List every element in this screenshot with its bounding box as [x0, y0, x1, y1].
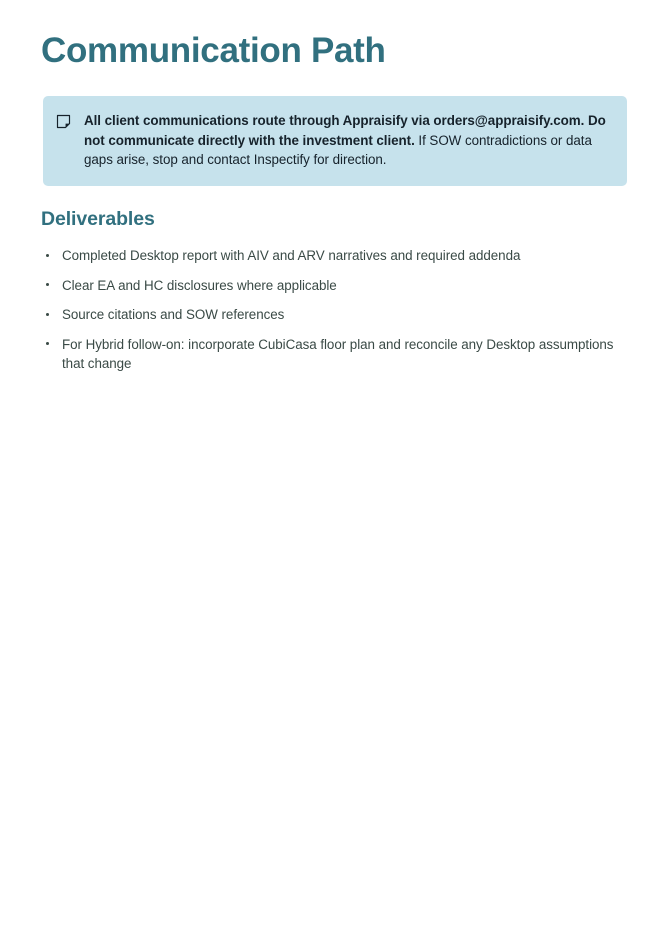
list-item-label: Source citations and SOW references	[62, 307, 285, 322]
callout-regular-text: If SOW contradictions or data gaps arise, stop and contact Inspectify for direction.	[84, 132, 592, 167]
list-item	[41, 276, 621, 296]
bullet-icon	[46, 313, 49, 316]
list-item-label: Completed Desktop report with AIV and ARV narratives and required addenda	[62, 248, 521, 263]
list-item-label: Clear EA and HC disclosures where applicable	[62, 277, 337, 293]
bullet-icon	[46, 342, 49, 345]
list-item	[41, 246, 621, 266]
deliverables-list	[41, 246, 621, 374]
note-icon	[56, 111, 84, 129]
communication-callout	[43, 96, 627, 186]
callout-text	[84, 111, 609, 170]
deliverables-heading: Deliverables	[41, 208, 155, 230]
list-item-label: For Hybrid follow-on: incorporate CubiCasa floor plan and reconcile any Desktop assumptions that change	[62, 336, 614, 371]
list-item	[41, 335, 621, 374]
bullet-icon	[46, 254, 49, 257]
page-title: Communication Path	[41, 31, 386, 70]
list-item	[41, 305, 621, 325]
bullet-icon	[46, 283, 49, 286]
callout-bold-text: All client communications route through Appraisify via orders@appraisify.com. Do not communicate directly with the investment client.	[84, 113, 606, 148]
